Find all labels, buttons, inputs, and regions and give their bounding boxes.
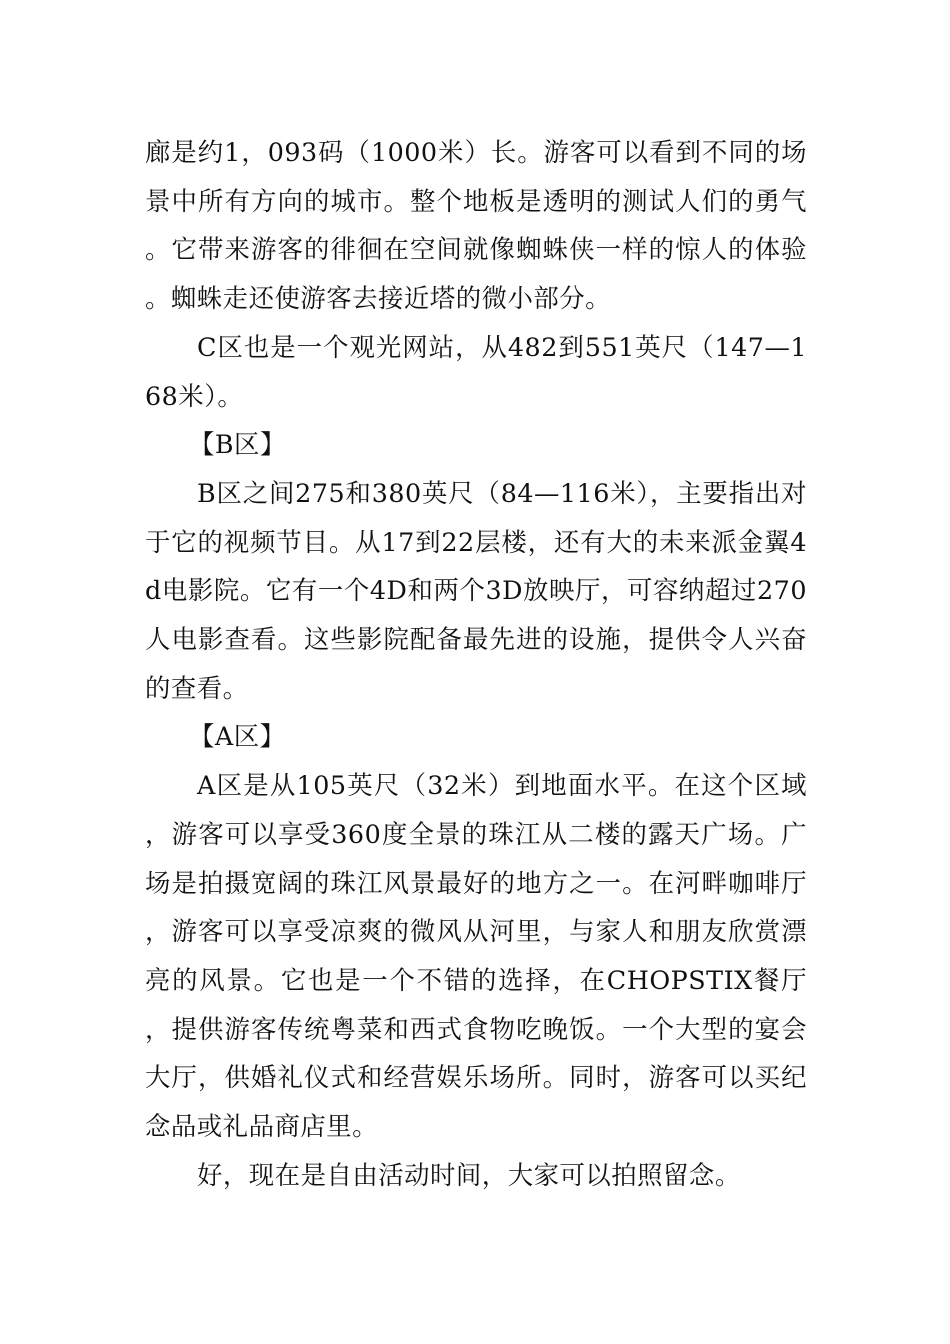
paragraph-zone-b: B区之间275和380英尺（84—116米），主要指出对于它的视频节目。从17到22层楼，还有大的未来派金翼4d电影院。它有一个4D和两个3D放映厅，可容纳超过270人电影查看。这些影院配备最先进的设施，提供令人兴奋的查看。 [145,477,807,703]
document-page [145,128,807,1199]
paragraph-free-time: 好，现在是自由活动时间，大家可以拍照留念。 [197,1159,741,1190]
paragraph-zone-a: A区是从105英尺（32米）到地面水平。在这个区域，游客可以享受360度全景的珠江从二楼的露天广场。广场是拍摄宽阔的珠江风景最好的地方之一。在河畔咖啡厅，游客可以享受凉爽的微风从河里，与家人和朋友欣赏漂亮的风景。它也是一个不错的选择，在CHOPSTIX餐厅，提供游客传统粤菜和西式食物吃晚饭。一个大型的宴会大厅，供婚礼仪式和经营娱乐场所。同时，游客可以买纪念品或礼品商店里。 [145,770,807,1142]
heading-zone-b: 【B区】 [189,429,286,460]
paragraph-zone-c: C区也是一个观光网站，从482到551英尺（147—168米）。 [145,331,807,411]
paragraph-skywalk-continued: 廊是约1，093码（1000米）长。游客可以看到不同的场景中所有方向的城市。整个地板是透明的测试人们的勇气。它带来游客的徘徊在空间就像蜘蛛侠一样的惊人的体验。蜘蛛走还使游客去接近塔的微小部分。 [145,137,807,314]
heading-zone-a: 【A区】 [189,721,286,752]
